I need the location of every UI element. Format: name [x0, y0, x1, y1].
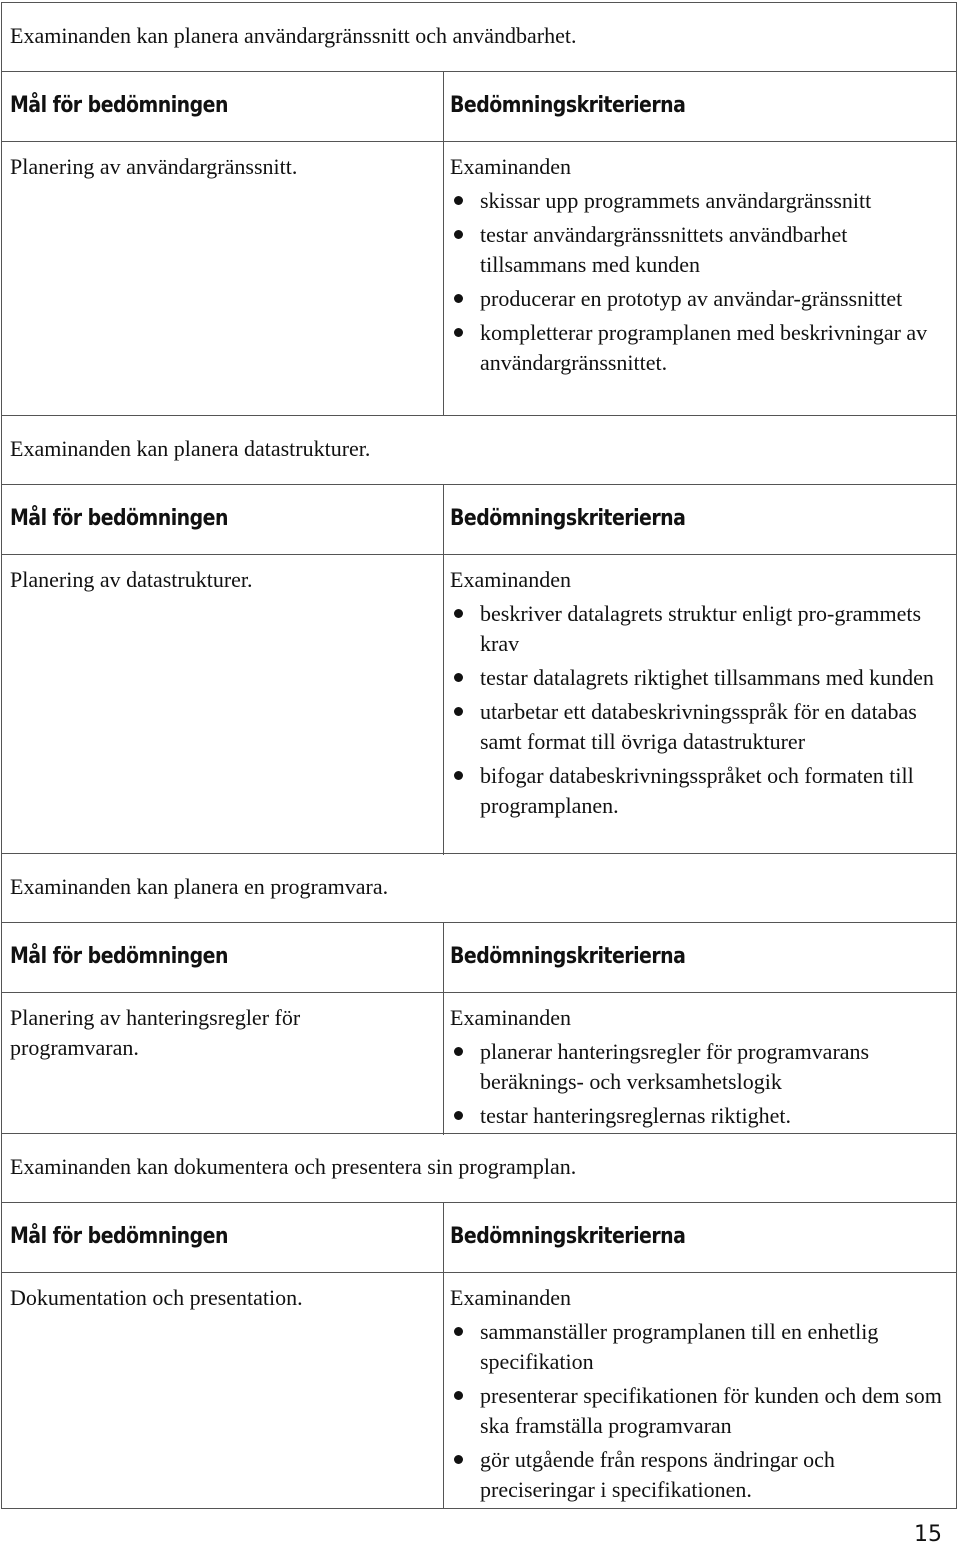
- bullet-icon: [454, 328, 463, 337]
- bullet-icon: [454, 707, 463, 716]
- bullet-icon: [454, 1047, 463, 1056]
- bullet-icon: [454, 196, 463, 205]
- section-software: [1, 853, 957, 1135]
- criteria-item: kompletterar programplanen med beskrivningar av användargränssnittet.: [450, 318, 956, 378]
- assessment-target: Planering av användargränssnitt.: [2, 142, 444, 415]
- criteria-list: [450, 599, 956, 821]
- criteria-list: [450, 1317, 956, 1505]
- bullet-icon: [454, 1111, 463, 1120]
- criteria-lead: Examinanden: [450, 1285, 571, 1310]
- column-header-goal: Mål för bedömningen: [2, 72, 444, 142]
- criteria-item: testar användargränssnittets användbarhet tillsammans med kunden: [450, 220, 956, 280]
- section-heading: Examinanden kan planera datastrukturer.: [1, 415, 957, 485]
- criteria-item: sammanställer programplanen till en enhetlig specifikation: [450, 1317, 956, 1377]
- criteria-item: planerar hanteringsregler för programvarans beräknings- och verksamhetslogik: [450, 1037, 956, 1097]
- bullet-icon: [454, 230, 463, 239]
- criteria-item: beskriver datalagrets struktur enligt pro-grammets krav: [450, 599, 956, 659]
- column-header-goal: Mål för bedömningen: [2, 923, 444, 993]
- criteria-item: testar datalagrets riktighet tillsammans med kunden: [450, 663, 956, 693]
- criteria-item: testar hanteringsreglernas riktighet.: [450, 1101, 956, 1131]
- column-header-criteria: Bedömningskriterierna: [444, 923, 956, 993]
- section-heading: Examinanden kan planera användargränssnitt och användbarhet.: [1, 2, 957, 72]
- column-header-criteria: Bedömningskriterierna: [444, 1203, 956, 1273]
- criteria-item: bifogar databeskrivningsspråket och formaten till programplanen.: [450, 761, 956, 821]
- criteria-cell: [444, 993, 956, 1135]
- assessment-table: [1, 1203, 957, 1509]
- bullet-icon: [454, 294, 463, 303]
- criteria-item: gör utgående från respons ändringar och preciseringar i specifikationen.: [450, 1445, 956, 1505]
- column-header-criteria: Bedömningskriterierna: [444, 485, 956, 555]
- assessment-target: Dokumentation och presentation.: [2, 1273, 444, 1508]
- assessment-target: Planering av hanteringsregler för programvaran.: [2, 993, 444, 1135]
- assessment-table: [1, 72, 957, 415]
- section-heading: Examinanden kan planera en programvara.: [1, 853, 957, 923]
- assessment-target: Planering av datastrukturer.: [2, 555, 444, 855]
- criteria-cell: [444, 142, 956, 415]
- assessment-table: [1, 485, 957, 855]
- section-data-structures: [1, 415, 957, 855]
- bullet-icon: [454, 1391, 463, 1400]
- criteria-list: [450, 186, 956, 378]
- section-ui-planning: [1, 2, 957, 415]
- column-header-criteria: Bedömningskriterierna: [444, 72, 956, 142]
- criteria-item: presenterar specifikationen för kunden och dem som ska framställa programvaran: [450, 1381, 956, 1441]
- bullet-icon: [454, 771, 463, 780]
- bullet-icon: [454, 1455, 463, 1464]
- criteria-cell: [444, 555, 956, 855]
- criteria-cell: [444, 1273, 956, 1508]
- criteria-item: producerar en prototyp av användar-gränssnittet: [450, 284, 956, 314]
- criteria-lead: Examinanden: [450, 567, 571, 592]
- bullet-icon: [454, 609, 463, 618]
- column-header-goal: Mål för bedömningen: [2, 485, 444, 555]
- criteria-item: utarbetar ett databeskrivningsspråk för en databas samt format till övriga datastrukturer: [450, 697, 956, 757]
- section-documentation: [1, 1133, 957, 1509]
- column-header-goal: Mål för bedömningen: [2, 1203, 444, 1273]
- page-number: 15: [914, 1522, 942, 1547]
- bullet-icon: [454, 1327, 463, 1336]
- assessment-table: [1, 923, 957, 1135]
- criteria-list: [450, 1037, 956, 1131]
- criteria-lead: Examinanden: [450, 154, 571, 179]
- bullet-icon: [454, 673, 463, 682]
- section-heading: Examinanden kan dokumentera och presentera sin programplan.: [1, 1133, 957, 1203]
- criteria-lead: Examinanden: [450, 1005, 571, 1030]
- criteria-item: skissar upp programmets användargränssnitt: [450, 186, 956, 216]
